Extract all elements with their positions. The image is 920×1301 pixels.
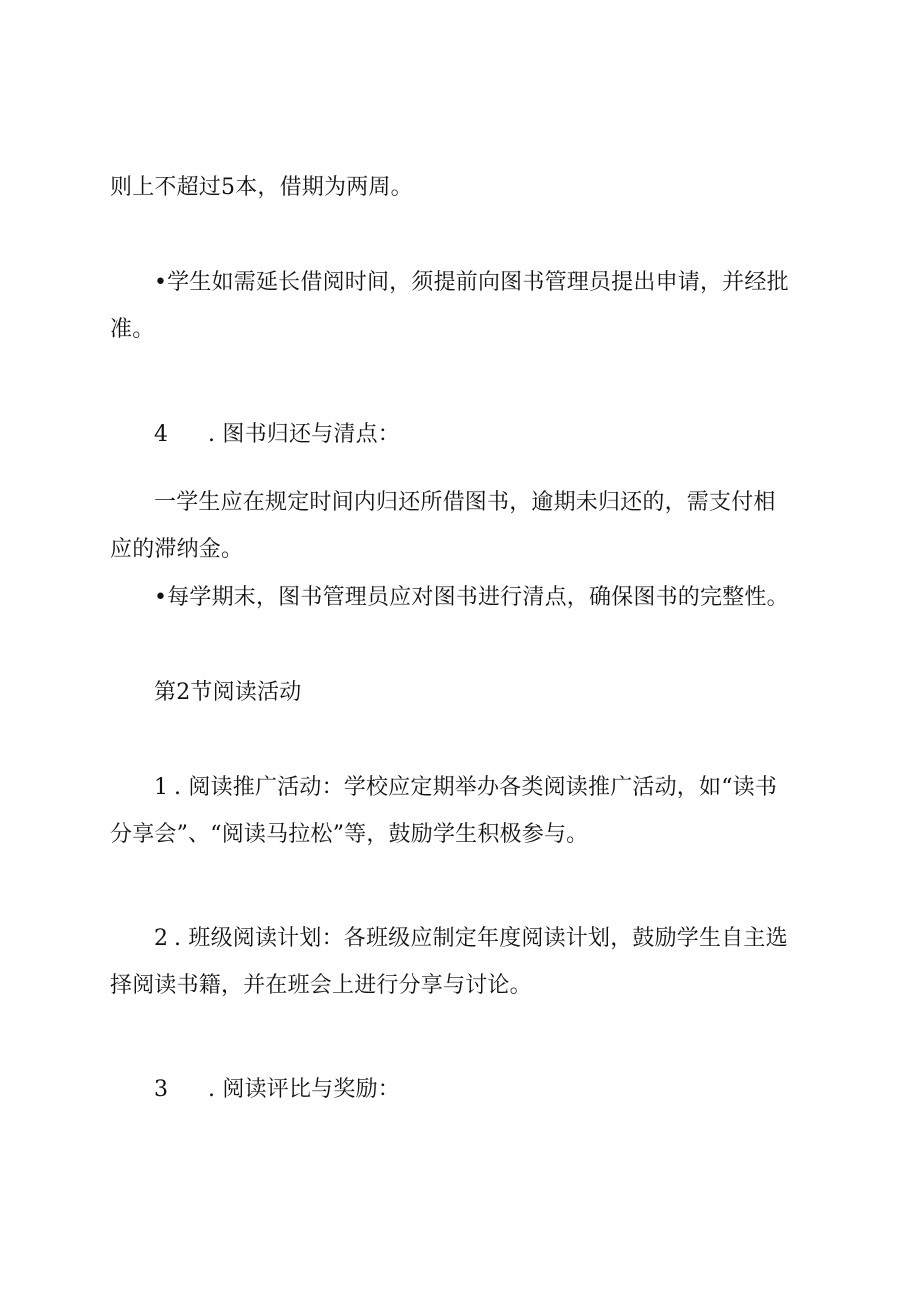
bullet-extend-line-1: •学生如需延长借阅时间，须提前向图书管理员提出申请，并经批 xyxy=(154,270,789,295)
paragraph-loan-limit: 则上不超过5本，借期为两周。 xyxy=(110,175,413,200)
item-2-line-1 xyxy=(154,925,788,953)
return-rule-line-2: 应的滞纳金。 xyxy=(110,537,244,562)
inventory-rule: •每学期末，图书管理员应对图书进行清点，确保图书的完整性。 xyxy=(154,585,789,610)
item-1-line-2: 分享会”、“阅读马拉松”等，鼓励学生积极参与。 xyxy=(110,822,589,847)
item-3-number: 3 xyxy=(154,1077,169,1102)
item-2-line-2: 择阅读书籍，并在班会上进行分享与讨论。 xyxy=(110,973,532,998)
item-2-text: . 班级阅读计划：各班级应制定年度阅读计划，鼓励学生自主选 xyxy=(174,926,788,951)
section-4-heading xyxy=(154,421,400,449)
item-2-number: 2 xyxy=(154,926,169,951)
item-1-text: . 阅读推广活动：学校应定期举办各类阅读推广活动，如“读书 xyxy=(174,775,778,800)
bullet-extend-line-2: 准。 xyxy=(110,317,155,342)
item-3-title: . 阅读评比与奖励： xyxy=(208,1077,400,1102)
item-1-number: 1 xyxy=(154,775,169,800)
item-3-heading xyxy=(154,1076,400,1104)
item-1-line-1 xyxy=(154,774,777,802)
return-rule-line-1: 一学生应在规定时间内归还所借图书，逾期未归还的，需支付相 xyxy=(154,490,776,515)
section-4-title: . 图书归还与清点： xyxy=(208,422,400,447)
section-4-number: 4 xyxy=(154,422,169,447)
chapter-heading: 第2节阅读活动 xyxy=(154,680,302,705)
